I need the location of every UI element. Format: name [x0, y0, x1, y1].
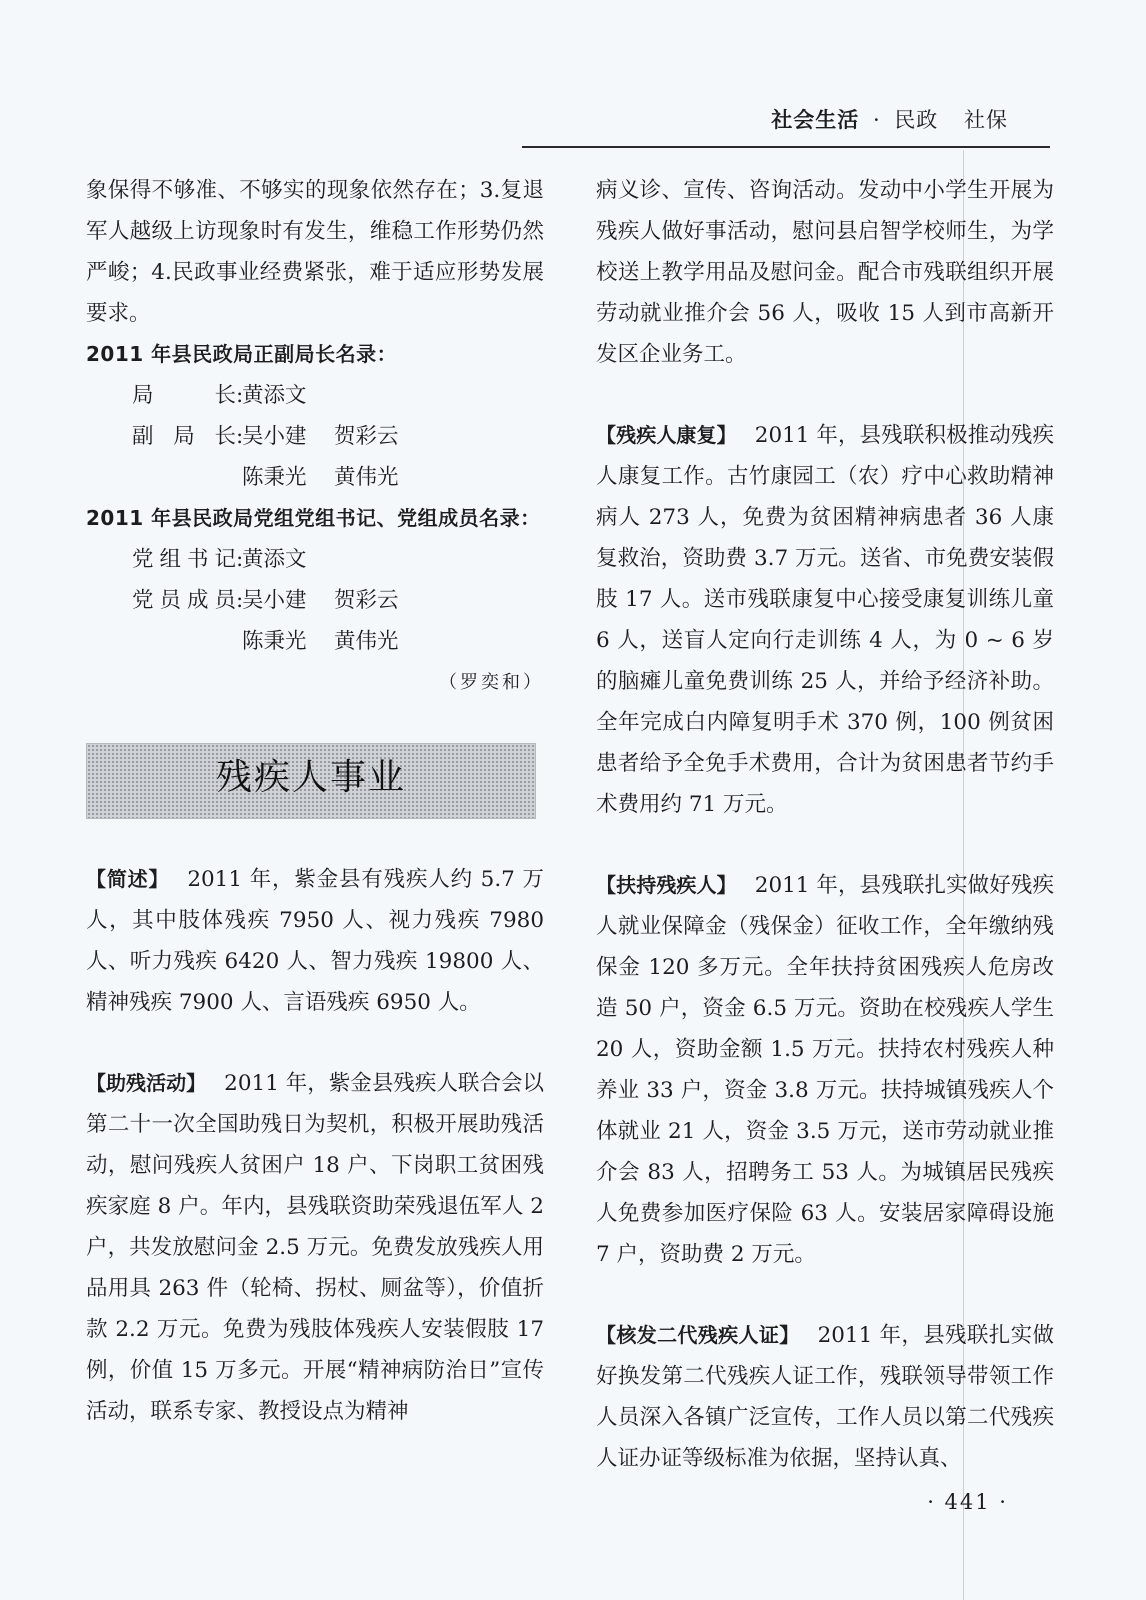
roster-role: 局长: [132, 383, 236, 408]
roster-role: 党组书记: [132, 547, 236, 572]
roster1-row: [86, 457, 544, 498]
roster1-row: 副局长:吴小建 贺彩云: [86, 416, 544, 457]
roster-name: 吴小建: [242, 424, 307, 449]
header-subsection-2: 社保: [964, 108, 1008, 132]
roster-name: 贺彩云: [334, 424, 399, 449]
roster-name: 贺彩云: [334, 588, 399, 613]
section-banner-title: 残疾人事业: [215, 757, 406, 798]
header-section: 社会生活: [771, 108, 860, 132]
help-activity-text: 2011 年，紫金县残疾人联合会以第二十一次全国助残日为契机，积极开展助残活动，慰问残疾人贫困户 18 户、下岗职工贫困残疾家庭 8 户。年内，县残联资助荣残退伍军人 2 户，共发放慰问金 2.5 万元。免费发放残疾人用品用具 263 件（轮椅、拐杖、厕盆等），价值折款 2.2 万元。免费为残肢体残疾人安装假肢 17 例，价值 15 万多元。开展“精神病防治日”宣传活动，联系专家、教授设点为精神: [86, 1071, 544, 1424]
roster-name: 黄伟光: [334, 465, 399, 490]
overview-tag: 【简述】: [86, 867, 170, 891]
roster1-title: 2011 年县民政局正副局长名录：: [86, 342, 398, 366]
help-activity-tag: 【助残活动】: [86, 1071, 207, 1095]
card-text: 2011 年，县残联扎实做好换发第二代残疾人证工作，残联领导带领工作人员深入各镇广泛宣传，工作人员以第二代残疾人证办证等级标准为依据，坚持认真、: [596, 1323, 1054, 1471]
support-paragraph: [596, 865, 1054, 1275]
right-column: [596, 170, 1054, 1479]
roster-name: 吴小建: [242, 588, 307, 613]
support-text: 2011 年，县残联扎实做好残疾人就业保障金（残保金）征收工作，全年缴纳残保金 120 多万元。全年扶持贫困残疾人危房改造 50 户，资金 6.5 万元。资助在校残疾人学生 20 人，资助金额 1.5 万元。扶持农村残疾人种养业 33 户，资金 3.8 万元。扶持城镇残疾人个体就业 21 人，资金 3.5 万元，送市劳动就业推介会 83 人，招聘务工 53 人。为城镇居民残疾人免费参加医疗保险 63 人。安装居家障碍设施 7 户，资助费 2 万元。: [596, 873, 1055, 1267]
header-rule: [522, 146, 1050, 148]
roster-name: 陈秉光: [242, 629, 307, 654]
roster2-row: [86, 621, 544, 662]
intro-paragraph: 象保得不够准、不够实的现象依然存在；3.复退军人越级上访现象时有发生，维稳工作形势仍然严峻；4.民政事业经费紧张，难于适应形势发展要求。: [86, 178, 544, 326]
overview-text: 2011 年，紫金县有残疾人约 5.7 万人，其中肢体残疾 7950 人、视力残疾 7980 人、听力残疾 6420 人、智力残疾 19800 人、精神残疾 7900 人、言语残疾 6950 人。: [86, 867, 544, 1015]
section-banner: [86, 743, 536, 819]
overview-paragraph: [86, 859, 544, 1023]
page-number: · 441 ·: [927, 1490, 1008, 1514]
roster1-row: 局长:黄添文: [86, 375, 544, 416]
header-subsection-1: 民政: [894, 108, 939, 132]
roster-name: 陈秉光: [242, 465, 307, 490]
card-paragraph: [596, 1315, 1054, 1479]
roster2-row: 党员成员:吴小建 贺彩云: [86, 580, 544, 621]
roster-role: 党员成员: [132, 588, 236, 613]
help-activity-paragraph: [86, 1063, 544, 1432]
roster2-row: 党组书记:黄添文: [86, 539, 544, 580]
roster2-title: 2011 年县民政局党组党组书记、党组成员名录：: [86, 506, 541, 530]
running-header: [771, 104, 1008, 134]
left-column: [86, 170, 544, 1432]
rehab-paragraph: [596, 415, 1054, 825]
card-tag: 【核发二代残疾人证】: [596, 1323, 800, 1347]
support-tag: 【扶持残疾人】: [596, 873, 737, 897]
roster-name: 黄伟光: [334, 629, 399, 654]
roster-role: 副局长: [132, 424, 236, 449]
header-dot: ·: [872, 108, 881, 132]
author-credit: （罗奕和）: [439, 672, 544, 693]
continued-paragraph: 病义诊、宣传、咨询活动。发动中小学生开展为残疾人做好事活动，慰问县启智学校师生，为学校送上教学用品及慰问金。配合市残联组织开展劳动就业推介会 56 人，吸收 15 人到市高新开发区企业务工。: [596, 178, 1054, 367]
rehab-tag: 【残疾人康复】: [596, 423, 737, 447]
roster-name: 黄添文: [242, 383, 307, 408]
roster-name: 黄添文: [242, 547, 307, 572]
rehab-text: 2011 年，县残联积极推动残疾人康复工作。古竹康园工（农）疗中心救助精神病人 273 人，免费为贫困精神病患者 36 人康复救治，资助费 3.7 万元。送省、市免费安装假肢 17 人。送市残联康复中心接受康复训练儿童 6 人，送盲人定向行走训练 4 人，为 0 ~ 6 岁的脑瘫儿童免费训练 25 人，并给予经济补助。全年完成白内障复明手术 370 例，100 例贫困患者给予全免手术费用，合计为贫困患者节约手术费用约 71 万元。: [596, 423, 1055, 817]
